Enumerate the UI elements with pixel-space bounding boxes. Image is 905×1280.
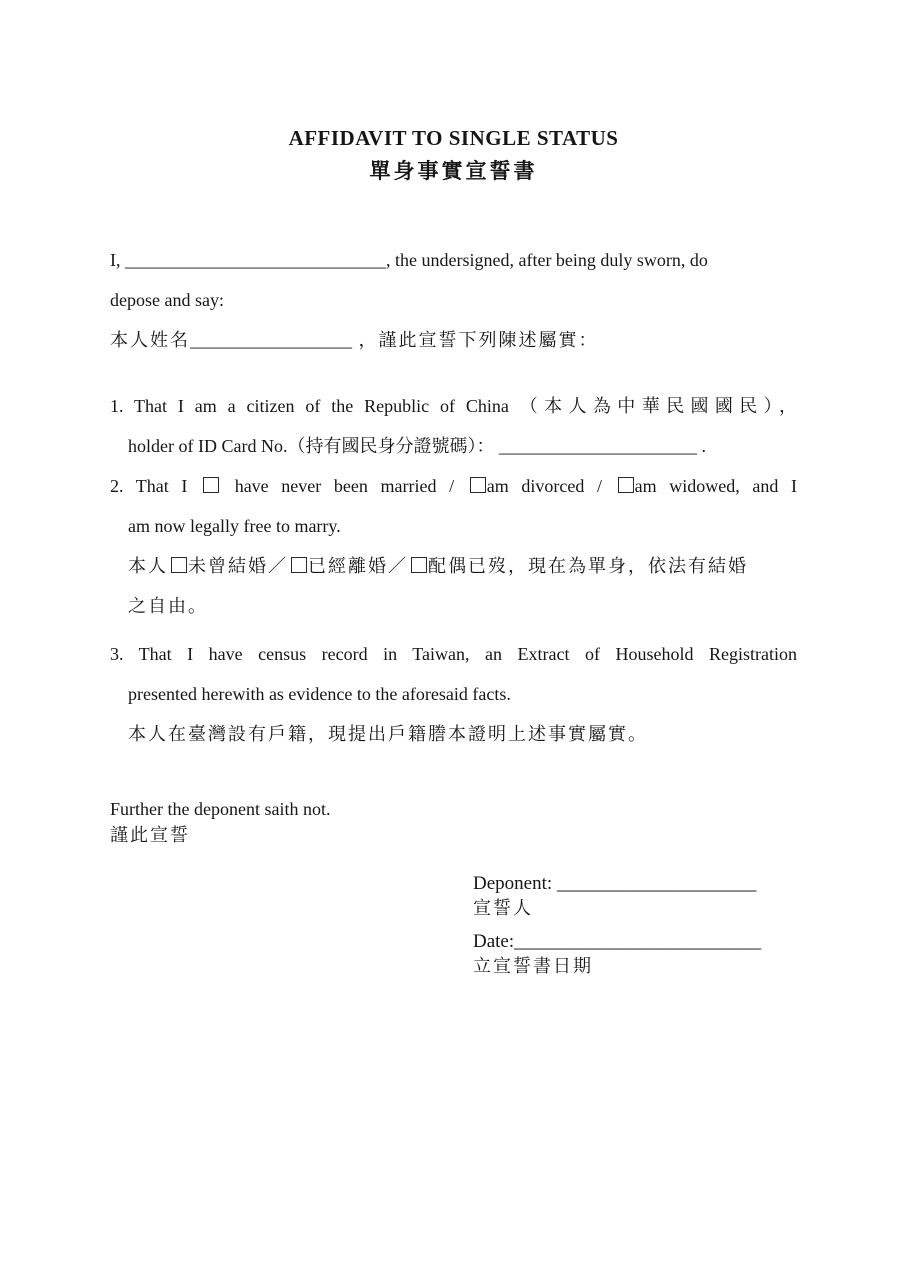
- item2-zh-text-4: 配偶已歿，現在為單身，依法有結婚: [428, 556, 748, 576]
- item2-line-chinese-2: 之自由。: [128, 596, 208, 616]
- checkbox-divorced[interactable]: [470, 477, 486, 493]
- deponent-line: [473, 872, 797, 896]
- item2-text-3: am divorced /: [486, 476, 615, 496]
- item-2-marital-status: [110, 466, 797, 626]
- checkbox-never-married-zh[interactable]: [171, 557, 187, 573]
- item1-line-2-end: .: [696, 436, 706, 456]
- item2-zh-text-1: 本人: [128, 556, 168, 576]
- closing-chinese: 謹此宣誓: [110, 825, 190, 845]
- item3-line-1: 3. That I have census record in Taiwan, an Extract of Household Registration: [110, 644, 797, 664]
- item3-line-2: presented herewith as evidence to the aforesaid facts.: [128, 684, 511, 704]
- deponent-signature-blank: _____________________: [556, 873, 757, 894]
- date-label: Date:: [473, 931, 515, 952]
- intro-line-chinese: [110, 320, 797, 360]
- name-blank-chinese: __________________: [190, 330, 352, 350]
- item3-line-chinese: 本人在臺灣設有戶籍，現提出戶籍謄本證明上述事實屬實。: [128, 724, 648, 744]
- signature-spacer: [473, 920, 797, 930]
- item2-text-1: 2. That I: [110, 476, 201, 496]
- item1-line-2: [110, 426, 797, 466]
- item-1-citizenship: [110, 386, 797, 466]
- name-blank-english: _____________________________: [125, 250, 386, 270]
- item2-line-1: [110, 466, 797, 506]
- checkbox-widowed-zh[interactable]: [411, 557, 427, 573]
- item2-line-2: am now legally free to marry.: [128, 516, 341, 536]
- date-blank: __________________________: [514, 931, 762, 952]
- checkbox-never-married[interactable]: [203, 477, 219, 493]
- id-card-blank: ______________________: [498, 436, 697, 456]
- item1-line-1: 1. That I am a citizen of the Republic of China （本人為中華民國國民），: [110, 396, 797, 416]
- title-chinese: 單身事實宣誓書: [369, 159, 538, 183]
- checkbox-widowed[interactable]: [618, 477, 634, 493]
- title-english: AFFIDAVIT TO SINGLE STATUS: [288, 126, 619, 150]
- date-line: [473, 930, 797, 954]
- item2-text-2: have never been married /: [222, 476, 467, 496]
- item2-text-4: am widowed, and I: [634, 476, 798, 496]
- signature-block: [473, 872, 797, 978]
- item-3-census-record: [110, 634, 797, 754]
- closing-statement: [110, 796, 797, 848]
- intro-suffix: , the undersigned, after being duly sworn, do: [386, 250, 708, 270]
- checkbox-divorced-zh[interactable]: [291, 557, 307, 573]
- deponent-label: Deponent:: [473, 873, 557, 894]
- date-label-chinese: 立宣誓書日期: [473, 956, 593, 976]
- closing-english: Further the deponent saith not.: [110, 799, 331, 819]
- item2-zh-text-3: 已經離婚／: [308, 556, 408, 576]
- intro-prefix: I,: [110, 250, 125, 270]
- item2-zh-text-2: 未曾結婚／: [188, 556, 288, 576]
- id-card-label: holder of ID Card No.（持有國民身分證號碼）：: [128, 436, 499, 456]
- deponent-label-chinese: 宣誓人: [473, 898, 533, 918]
- intro-line-2: depose and say:: [110, 290, 224, 310]
- intro-paragraph: [110, 240, 797, 360]
- intro-chinese-rest: ，謹此宣誓下列陳述屬實：: [352, 330, 599, 350]
- intro-line-1: [110, 240, 797, 280]
- item2-line-chinese-1: [110, 546, 797, 586]
- name-label-chinese: 本人姓名: [110, 330, 190, 350]
